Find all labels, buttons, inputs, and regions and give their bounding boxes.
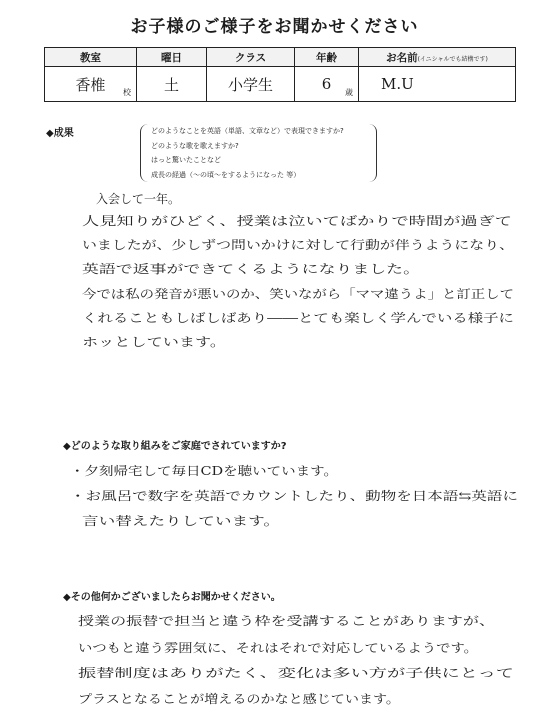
home-line: ・お風呂で数字を英語でカウントしたり、動物を日本語⇆英語に [70,489,518,503]
info-table [44,47,516,102]
results-line: ホッとしています。 [82,335,226,349]
age-suffix: 歳 [345,88,353,97]
header-name [359,48,516,67]
school-value: 香椎 [75,75,106,94]
school-suffix: 校 [123,88,131,97]
other-line: いつもと違う雰囲気に、それはそれで対応しているようです。 [78,641,478,655]
results-hint: どのようなことを英語（単語、文章など）で表現できますか? [151,127,344,135]
header-name-note: (イニシャルでも結構です) [417,55,488,63]
home-line: 言い替えたりしています。 [82,514,280,528]
results-line: 入会して一年。 [96,192,181,206]
school-cell [45,67,137,102]
header-age: 年齢 [295,48,359,67]
other-line: プラスとなることが増えるのかなと感じています。 [78,692,400,706]
header-day: 曜日 [137,48,207,67]
results-hint: どのような歌を歌えますか? [151,141,239,150]
name-value: M.U [359,67,516,102]
results-line: いましたが、少しずつ問いかけに対して行動が伴うようになり、 [82,238,514,252]
home-heading: ◆どのような取り組みをご家庭でされていますか? [63,441,287,452]
home-line: ・夕刻帰宅して毎日CDを聴いています。 [70,464,338,478]
results-line: 英語で返事ができてくるようになりました。 [82,262,420,276]
header-school: 教室 [45,48,137,67]
results-hints [140,124,377,182]
header-class: クラス [207,48,295,67]
other-line: 振替制度はありがたく、変化は多い方が子供にとって [78,666,514,680]
age-cell [295,67,359,102]
results-line: 今では私の発音が悪いのか、笑いながら「ママ違うよ」と訂正して [82,287,514,301]
results-heading: ◆成果 [46,128,74,139]
results-line: くれることもしばしばあり――とても楽しく学んでいる様子に [82,311,514,325]
results-hint: はっと驚いたことなど [151,156,221,164]
form-title: お子様のご様子をお聞かせください [130,17,419,37]
day-value: 土 [137,67,207,102]
other-line: 授業の振替で担当と違う枠を受講することがありますが、 [78,614,495,628]
other-heading: ◆その他何かございましたらお聞かせください。 [63,592,281,603]
class-value: 小学生 [207,67,295,102]
results-line: 人見知りがひどく、授業は泣いてばかりで時間が過ぎて [82,214,512,228]
results-hint: 成長の経過（～の頃～をするようになった 等） [151,170,301,179]
age-value: 6 [321,75,332,93]
header-name-label: お名前 [386,51,418,64]
